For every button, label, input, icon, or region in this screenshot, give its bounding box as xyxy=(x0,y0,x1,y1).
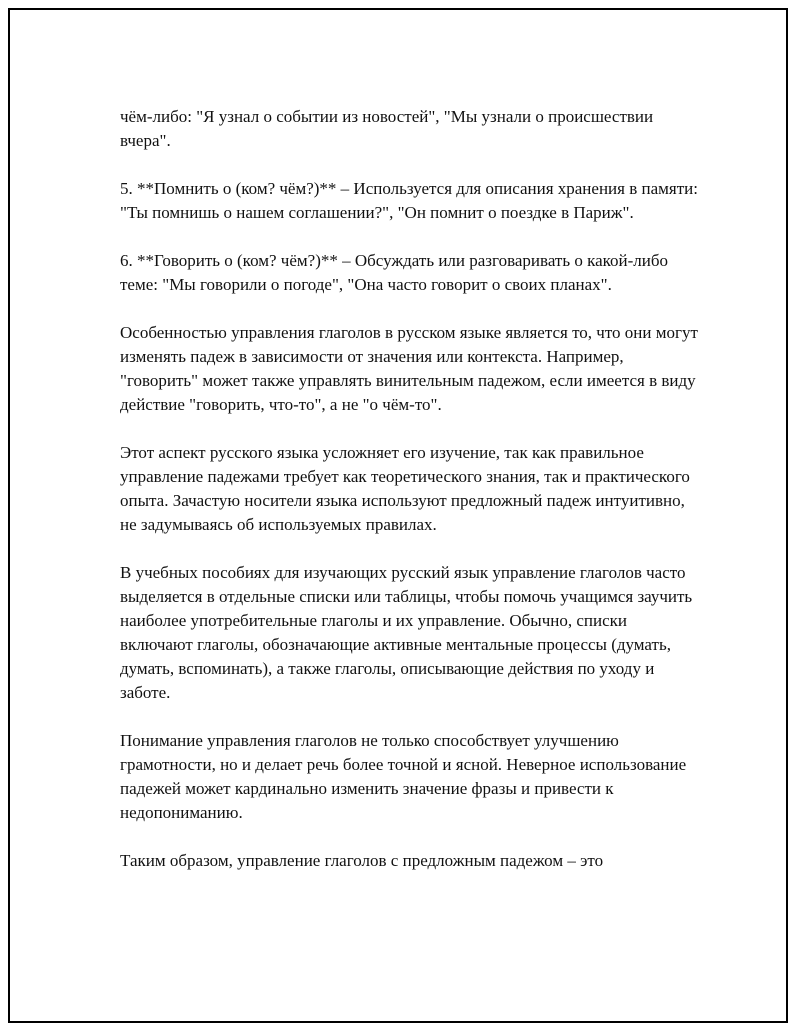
paragraph-8: Таким образом, управление глаголов с предложным падежом – это xyxy=(120,851,604,870)
paragraph-2: 5. **Помнить о (ком? чём?)** – Используется для описания хранения в памяти: "Ты помнишь о нашем соглашении?", "Он помнит о поездке в Париж". xyxy=(120,179,698,222)
paragraph-3: 6. **Говорить о (ком? чём?)** – Обсуждать или разговаривать о какой-либо теме: "Мы говорили о погоде", "Она часто говорит о своих планах". xyxy=(120,251,669,294)
paragraph-1: чём-либо: "Я узнал о событии из новостей", "Мы узнали о происшествии вчера". xyxy=(120,107,654,150)
paragraph-6: В учебных пособиях для изучающих русский язык управление глаголов часто выделяется в отдельные списки или таблицы, чтобы помочь учащимся заучить наиболее употребительные глаголы и их управление. Обычно, списки включают глаголы, обозначающие активные ментальные процессы (думать, думать, вспоминать), а также глаголы, описывающие действия по уходу и заботе. xyxy=(120,563,693,702)
paragraph-4: Особенностью управления глаголов в русском языке является то, что они могут изменять падеж в зависимости от значения или контекста. Например, "говорить" может также управлять винительным падежом, если имеется в виду действие "говорить, что-то", а не "о чём-то". xyxy=(120,323,698,414)
document-page xyxy=(8,8,788,1023)
document-body xyxy=(120,105,700,897)
paragraph-5: Этот аспект русского языка усложняет его изучение, так как правильное управление падежами требует как теоретического знания, так и практического опыта. Зачастую носители языка используют предложный падеж интуитивно, не задумываясь об используемых правилах. xyxy=(120,443,690,534)
paragraph-7: Понимание управления глаголов не только способствует улучшению грамотности, но и делает речь более точной и ясной. Неверное использование падежей может кардинально изменить значение фразы и привести к недопониманию. xyxy=(120,731,687,822)
